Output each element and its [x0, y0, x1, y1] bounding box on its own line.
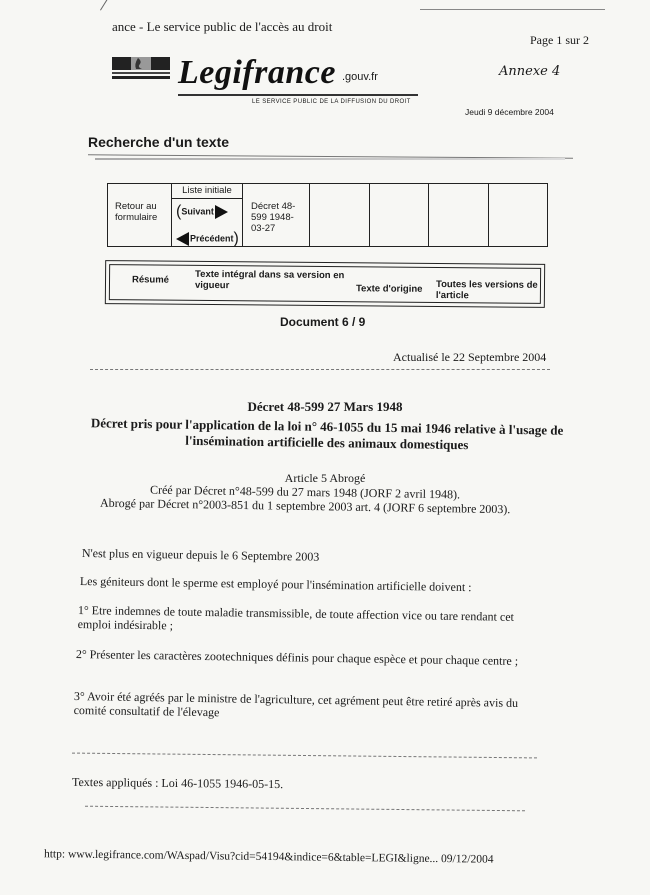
initial-list-link[interactable]: Liste initiale	[172, 184, 242, 199]
arrow-left-icon	[176, 232, 189, 246]
document-number: Document 6 / 9	[280, 315, 366, 329]
section-divider	[85, 806, 525, 812]
search-title: Recherche d'un texte	[88, 134, 230, 150]
tab-original-text[interactable]: Texte d'origine	[355, 283, 423, 295]
section-divider	[90, 369, 550, 370]
footer-url: http: www.legifrance.com/WAspad/Visu?cid=54194&indice=6&table=LEGI&ligne... 09/12/2004	[43, 848, 494, 866]
tab-full-text[interactable]: Texte intégral dans sa version en vigueur	[194, 268, 345, 292]
tabs-inner-border	[109, 264, 541, 304]
empty-cell	[310, 184, 370, 246]
article-item-1: 1° Etre indemnes de toute maladie transmissible, de toute affection vice ou tare rendant cet emploi indésirable ;	[77, 603, 515, 633]
result-list-nav	[172, 184, 243, 246]
article-intro: Les géniteurs dont le sperme est employé pour l'insémination artificielle doivent :	[79, 574, 472, 595]
print-date: Jeudi 9 décembre 2004	[465, 107, 554, 117]
page-number: Page 1 sur 2	[530, 33, 589, 47]
paren-open: (	[176, 203, 182, 220]
applied-texts-link[interactable]: Textes appliqués : Loi 46-1055 1946-05-15.	[71, 774, 284, 792]
previous-button[interactable]	[176, 230, 239, 248]
next-label: Suivant	[181, 206, 214, 217]
created-by-note: Créé par Décret n°48-599 du 27 mars 1948 (JORF 2 avril 1948).	[149, 482, 461, 502]
empty-cell	[489, 184, 548, 246]
scan-corner-mark	[100, 0, 113, 11]
article-heading: Article 5 Abrogé	[284, 471, 366, 485]
validity-note: N'est plus en vigueur depuis le 6 Septembre 2003	[81, 546, 320, 564]
arrow-right-icon	[215, 205, 228, 219]
article-item-2: 2° Présenter les caractères zootechniques définis pour chaque espèce et pour chaque centre ;	[75, 647, 519, 668]
previous-label: Précédent	[190, 233, 234, 244]
document-tabs	[105, 260, 545, 308]
tab-all-versions[interactable]: Toutes les versions de l'article	[435, 278, 538, 302]
scan-line	[420, 9, 605, 10]
empty-cell	[429, 184, 489, 246]
logo-tagline: LE SERVICE PUBLIC DE LA DIFFUSION DU DROIT	[252, 99, 411, 105]
next-button[interactable]	[176, 203, 228, 221]
site-title: ance - Le service public de l'accès au droit	[112, 19, 333, 34]
updated-date: Actualisé le 22 Septembre 2004	[393, 350, 547, 364]
annex-handwritten-note: Annexe 4	[499, 64, 561, 79]
abrogated-by-note: Abrogé par Décret n°2003-851 du 1 septembre 2003 art. 4 (JORF 6 septembre 2003).	[99, 495, 511, 517]
article-item-3: 3° Avoir été agréés par le ministre de l'agriculture, cet agrément peut être retiré après avis du comité consultatif de l'élevage	[73, 689, 519, 720]
decree-subtitle: Décret pris pour l'application de la loi n° 46-1055 du 15 mai 1946 relative à l'usage de l'insémination artificielle des animaux domestiques	[90, 415, 564, 453]
decree-title: Décret 48-599 27 Mars 1948	[247, 399, 403, 414]
decree-reference-link[interactable]: Décret 48-599 1948-03-27	[243, 184, 310, 246]
search-divider-shadow	[95, 158, 565, 160]
marianne-logo-icon	[112, 57, 170, 81]
tab-summary[interactable]: Résumé	[131, 274, 170, 286]
logo-underline	[178, 94, 418, 96]
empty-cell	[370, 184, 430, 246]
legifrance-logo-text: Legifrance	[178, 54, 336, 91]
logo-domain: .gouv.fr	[342, 71, 378, 83]
back-to-form-link[interactable]: Retour au formulaire	[108, 184, 172, 246]
section-divider	[72, 753, 537, 759]
paren-close: )	[233, 230, 239, 247]
navigation-table	[107, 183, 548, 247]
